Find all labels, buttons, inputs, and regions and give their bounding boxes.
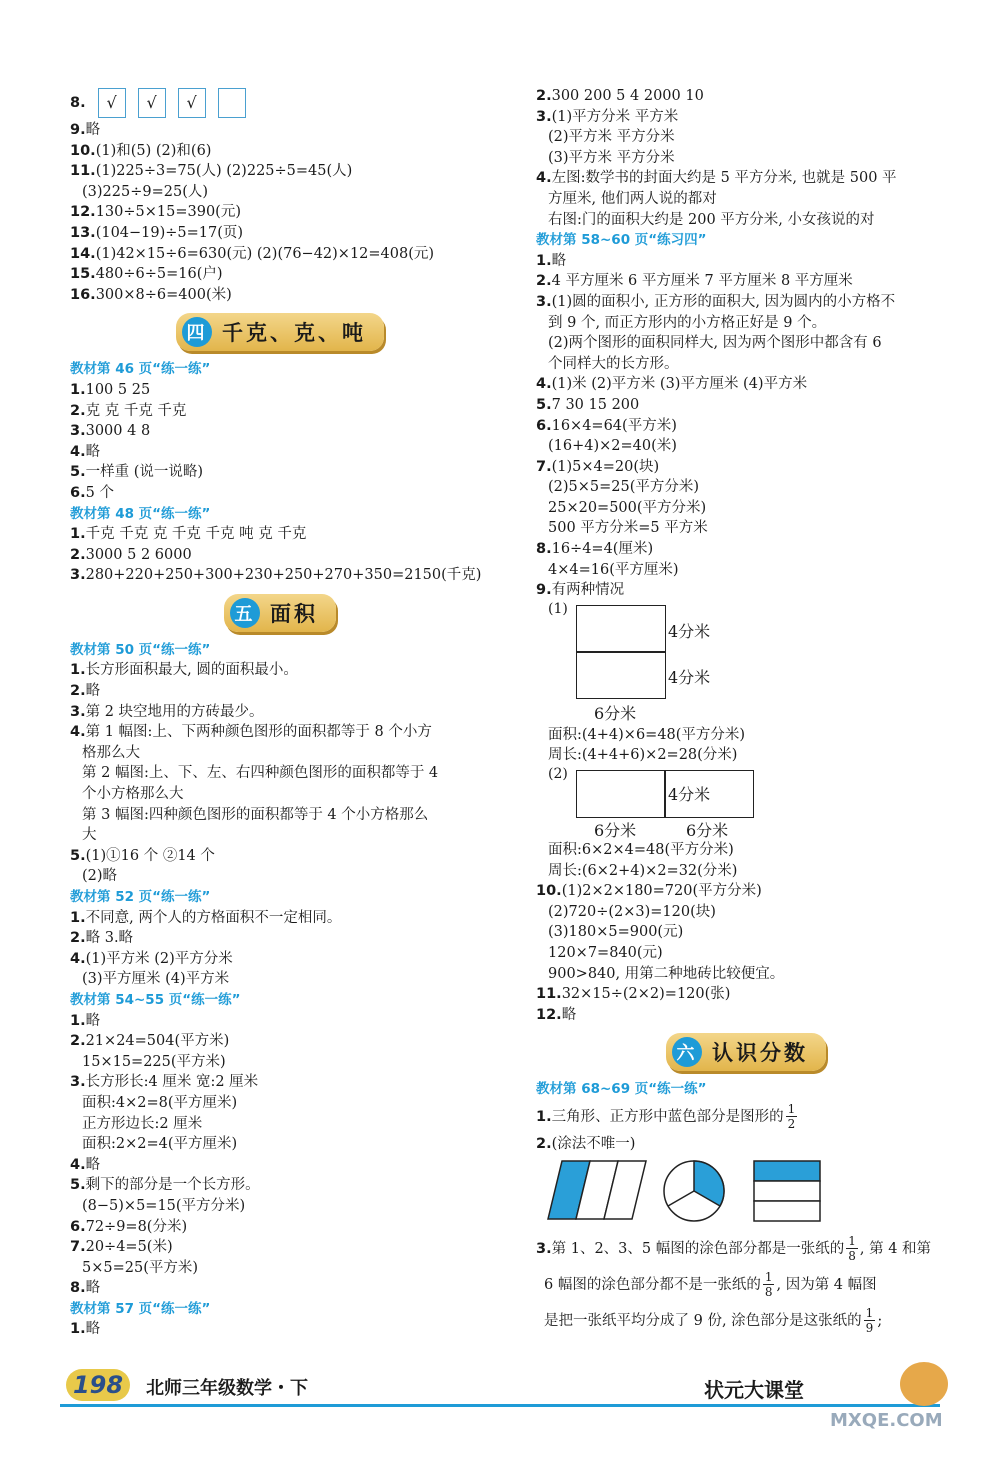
answer-line	[70, 908, 490, 929]
answer-line	[70, 182, 490, 203]
rectangle-band-1	[754, 1161, 820, 1181]
answer-line	[70, 805, 490, 826]
answer-line	[536, 984, 956, 1005]
answer-line	[70, 421, 490, 442]
answer-text: 16÷4=4(厘米)	[551, 541, 654, 558]
answer-text: 有两种情况	[551, 582, 625, 599]
answer-text: (2)5×5=25(平方分米)	[548, 479, 700, 496]
check-box: √	[98, 88, 126, 118]
rectangle-figure-2	[536, 766, 956, 840]
dimension-label: 6分米	[686, 821, 729, 841]
item-number: 6.	[536, 417, 552, 434]
section-heading: 教材第 48 页“练一练”	[70, 505, 211, 522]
answer-line	[536, 539, 956, 560]
answer-text: (2)两个图形的面积同样大, 因为两个图形中都含有 6	[548, 335, 882, 352]
answer-line	[536, 127, 956, 148]
dimension-label: 4分米	[668, 667, 711, 687]
item-number: 15.	[70, 266, 96, 283]
rectangle-figure-1	[536, 601, 956, 725]
item-number: 14.	[70, 245, 96, 262]
answer-text: 4×4=16(平方厘米)	[548, 561, 679, 578]
right-column	[536, 86, 956, 1339]
answer-text: 120×7=840(元)	[548, 945, 663, 961]
answer-line	[70, 264, 490, 285]
answer-line	[536, 168, 956, 189]
answer-line	[70, 763, 490, 784]
answer-text: 280+220+250+300+230+250+270+350=2150(千克)	[85, 567, 482, 584]
answer-line	[536, 902, 956, 923]
answer-text: 32×15÷(2×2)=120(张)	[561, 986, 731, 1003]
answer-line-checks	[70, 86, 490, 120]
answer-line	[70, 784, 490, 805]
answer-line	[536, 477, 956, 498]
item-number: 5.	[70, 847, 86, 864]
answer-line	[70, 1134, 490, 1155]
answer-text: 300×8÷6=400(米)	[95, 286, 232, 303]
answer-text: 15×15=225(平方米)	[82, 1053, 226, 1070]
rectangle-band-2	[754, 1181, 820, 1201]
answer-line	[536, 1267, 956, 1303]
answer-line	[536, 271, 956, 292]
mascot-icon	[900, 1362, 948, 1406]
item-number: 11.	[536, 986, 562, 1003]
answer-line	[536, 861, 956, 882]
answer-line	[536, 1303, 956, 1339]
answer-text: (1)和(5) (2)和(6)	[95, 142, 212, 159]
answer-line	[70, 244, 490, 265]
answer-line	[70, 1093, 490, 1114]
answer-line	[536, 580, 956, 601]
answer-text: 左图:数学书的封面大约是 5 平方分米, 也就是 500 平	[551, 170, 897, 187]
answer-text: 第 2 幅图:上、下、左、右四种颜色图形的面积都等于 4	[82, 765, 439, 782]
watermark-text: MXQE.COM	[830, 1410, 943, 1431]
answer-line	[536, 560, 956, 581]
chapter-banner-box	[224, 594, 336, 632]
answer-line	[536, 251, 956, 272]
fraction-shapes	[536, 1155, 956, 1231]
answer-line	[536, 313, 956, 334]
answer-line	[70, 681, 490, 702]
fraction	[763, 1270, 775, 1299]
answer-line	[536, 457, 956, 478]
item-number: 1.	[70, 526, 86, 543]
item-number: 2.	[536, 273, 552, 290]
answer-text: (104−19)÷5=17(页)	[95, 224, 244, 241]
section-heading: 教材第 46 页“练一练”	[70, 361, 211, 378]
item-number: 2.	[536, 1135, 552, 1152]
answer-text-tail: , 因为第 4 幅图	[776, 1276, 877, 1293]
answer-text: (3)180×5=900(元)	[548, 924, 684, 941]
answer-text: 300 200 5 4 2000 10	[551, 88, 704, 104]
fraction-numerator: 1	[865, 1306, 874, 1321]
answer-text: (2)平方米 平方分米	[548, 129, 675, 146]
answer-text: 100 5 25	[85, 381, 151, 398]
fraction-denominator: 2	[787, 1117, 796, 1132]
item-number: 1.	[70, 909, 86, 926]
left-column	[70, 86, 490, 1340]
chapter-number: 五	[230, 598, 260, 628]
section-heading: 教材第 50 页“练一练”	[70, 641, 211, 658]
answer-line	[536, 964, 956, 985]
item-number: 3.	[70, 703, 86, 720]
item-number: 4.	[536, 170, 552, 187]
answer-text: 一样重 (说一说略)	[85, 464, 204, 481]
answer-line	[70, 1175, 490, 1196]
item-number: 5.	[70, 1177, 86, 1194]
answer-text: 3000 5 2 6000	[85, 546, 192, 563]
chapter-title: 面积	[270, 601, 318, 626]
item-number: 4.	[70, 443, 86, 460]
answer-text: 周长:(6×2+4)×2=32(分米)	[548, 862, 738, 879]
check-box: √	[178, 88, 206, 118]
answer-line	[70, 462, 490, 483]
rectangle-bottom	[576, 651, 666, 699]
fraction-numerator: 1	[787, 1102, 796, 1117]
item-number: 7.	[70, 1239, 86, 1256]
item-number: 1.	[70, 662, 86, 679]
answer-line	[70, 702, 490, 723]
section-heading: 教材第 54~55 页“练一练”	[70, 991, 241, 1008]
answer-line	[70, 866, 490, 887]
answer-text: 剩下的部分是一个长方形。	[85, 1177, 260, 1194]
answer-text: 20÷4=5(米)	[85, 1239, 173, 1256]
answer-line	[70, 660, 490, 681]
chapter-title: 认识分数	[712, 1041, 808, 1066]
item-number: 4.	[70, 950, 86, 967]
answer-line	[70, 442, 490, 463]
chapter-number: 六	[672, 1037, 702, 1067]
check-box	[218, 88, 246, 118]
fraction	[786, 1102, 798, 1131]
figure-tag: (1)	[548, 600, 568, 617]
answer-text: 7 30 15 200	[551, 396, 640, 413]
answer-text: (1)平方分米 平方米	[551, 108, 679, 125]
answer-line	[70, 722, 490, 743]
answer-line	[70, 1196, 490, 1217]
answer-text: 4 平方厘米 6 平方厘米 7 平方厘米 8 平方厘米	[551, 273, 853, 290]
item-number: 1.	[70, 381, 86, 398]
answer-line	[70, 380, 490, 401]
answer-line	[536, 943, 956, 964]
footer-rule	[60, 1404, 940, 1407]
answer-line	[70, 565, 490, 586]
fraction-denominator: 8	[848, 1249, 856, 1264]
answer-text: 略	[85, 443, 101, 460]
answer-line	[536, 1134, 956, 1155]
answer-text: (1)米 (2)平方米 (3)平方厘米 (4)平方米	[551, 376, 808, 393]
answer-line	[70, 120, 490, 141]
answer-text: (3)225÷9=25(人)	[82, 183, 209, 200]
answer-text: 面积:4×2=8(平方厘米)	[82, 1094, 238, 1111]
answer-text: 16×4=64(平方米)	[551, 417, 677, 434]
answer-text: 72÷9=8(分米)	[85, 1218, 188, 1235]
answer-text: 周长:(4+4+6)×2=28(分米)	[548, 747, 738, 764]
answer-text: 三角形、正方形中蓝色部分是图形的	[551, 1108, 784, 1125]
answer-line	[536, 86, 956, 107]
answer-line	[70, 524, 490, 545]
check-box: √	[138, 88, 166, 118]
answer-line	[536, 1231, 956, 1267]
answer-text: (1)①16 个 ②14 个	[85, 847, 215, 864]
book-title: 北师三年级数学・下	[146, 1378, 308, 1399]
chapter-banner	[536, 1031, 956, 1073]
answer-text: (1)平方米 (2)平方分米	[85, 950, 233, 967]
answer-text: (涂法不唯一)	[551, 1135, 636, 1152]
answer-line	[70, 1217, 490, 1238]
item-number: 10.	[70, 142, 96, 159]
answer-line	[70, 1319, 490, 1340]
item-number: 1.	[70, 1321, 86, 1338]
item-number: 11.	[70, 163, 96, 180]
answer-text: 面积:(4+4)×6=48(平方分米)	[548, 726, 746, 743]
item-number: 3.	[70, 1074, 86, 1091]
item-number: 12.	[70, 204, 96, 221]
answer-text: 个小方格那么大	[82, 786, 184, 803]
answer-line	[536, 725, 956, 746]
answer-text: 480÷6÷5=16(户)	[95, 266, 223, 283]
dimension-label: 6分米	[594, 703, 637, 723]
answer-line	[536, 210, 956, 231]
answer-line	[70, 1114, 490, 1135]
figure-tag: (2)	[548, 766, 568, 783]
answer-line	[536, 436, 956, 457]
item-number: 3.	[536, 1240, 552, 1257]
item-number: 12.	[536, 1006, 562, 1023]
answer-line	[536, 148, 956, 169]
answer-text: 克 克 千克 千克	[85, 402, 187, 419]
answer-text: 长方形面积最大, 圆的面积最小。	[85, 662, 298, 679]
item-number: 4.	[70, 724, 86, 741]
rectangle-band-3	[754, 1201, 820, 1221]
answer-text: (3)平方米 平方分米	[548, 149, 675, 166]
item-number: 2.	[70, 402, 86, 419]
item-number: 3.	[536, 108, 552, 125]
fraction-numerator: 1	[848, 1234, 856, 1249]
answer-line	[536, 840, 956, 861]
item-number: 7.	[536, 458, 552, 475]
answer-text: (16+4)×2=40(米)	[548, 438, 677, 455]
item-number: 2.	[70, 546, 86, 563]
fraction-numerator: 1	[764, 1270, 773, 1285]
answer-text: 略	[85, 122, 101, 138]
answer-line	[536, 518, 956, 539]
item-number: 16.	[70, 286, 96, 303]
answer-text: 略 3.略	[85, 930, 134, 947]
answer-line	[70, 928, 490, 949]
item-number: 2.	[536, 88, 552, 104]
answer-line	[536, 333, 956, 354]
brand-name: 状元大课堂	[704, 1378, 804, 1402]
answer-text: 是把一张纸平均分成了 9 份, 涂色部分是这张纸的	[544, 1312, 862, 1329]
answer-text: 21×24=504(平方米)	[85, 1033, 230, 1050]
answer-line	[536, 374, 956, 395]
answer-text: 大	[82, 827, 97, 844]
item-number: 5.	[70, 464, 86, 481]
answer-line	[70, 1011, 490, 1032]
answer-line	[70, 846, 490, 867]
answer-text: (3)平方厘米 (4)平方米	[82, 971, 230, 988]
answer-line	[536, 1005, 956, 1026]
answer-line	[536, 107, 956, 128]
answer-text: 略	[551, 252, 567, 269]
answer-line	[70, 161, 490, 182]
section-heading: 教材第 57 页“练一练”	[70, 1300, 211, 1317]
item-number: 4.	[536, 376, 552, 393]
answer-text: 正方形边长:2 厘米	[82, 1115, 203, 1132]
item-number: 9.	[536, 582, 552, 599]
dimension-label: 4分米	[668, 785, 711, 805]
answer-line	[70, 743, 490, 764]
answer-text: 略	[85, 1012, 101, 1029]
answer-text: 130÷5×15=390(元)	[95, 204, 241, 221]
answer-line	[70, 1278, 490, 1299]
answer-text: 第 1 幅图:上、下两种颜色图形的面积都等于 8 个小方	[85, 724, 432, 741]
answer-text: 千克 千克 克 千克 千克 吨 克 千克	[85, 526, 307, 543]
chapter-banner	[70, 311, 490, 353]
answer-text: 6 幅图的涂色部分都不是一张纸的	[544, 1276, 761, 1293]
answer-text: (2)略	[82, 868, 118, 885]
answer-text: 右图:门的面积大约是 200 平方分米, 小女孩说的对	[548, 211, 875, 228]
chapter-title: 千克、克、吨	[222, 321, 366, 346]
item-number: 8.	[70, 95, 86, 111]
answer-text: (1)圆的面积小, 正方形的面积大, 因为圆内的小方格不	[551, 293, 896, 310]
rectangle-top	[576, 605, 666, 653]
answer-text: 略	[561, 1006, 577, 1023]
answer-text: 略	[85, 1280, 101, 1297]
chapter-banner	[70, 592, 490, 634]
answer-text: 第 2 块空地用的方砖最少。	[85, 703, 264, 720]
answer-text: 第 1、2、3、5 幅图的涂色部分都是一张纸的	[551, 1240, 845, 1257]
answer-text: 不同意, 两个人的方格面积不一定相同。	[85, 909, 342, 926]
item-number: 5.	[536, 396, 552, 413]
rectangle-left	[576, 770, 666, 818]
item-number: 2.	[70, 1033, 86, 1050]
section-heading: 教材第 52 页“练一练”	[70, 889, 211, 905]
item-number: 1.	[536, 1108, 552, 1125]
item-number: 8.	[536, 541, 552, 558]
answer-line	[70, 223, 490, 244]
answer-text: 面积:6×2×4=48(平方分米)	[548, 842, 734, 859]
answer-text: (1)2×2×180=720(平方分米)	[561, 883, 762, 900]
chapter-banner-box	[666, 1033, 826, 1071]
answer-line	[536, 395, 956, 416]
item-number: 2.	[70, 930, 86, 947]
item-number: 3.	[536, 293, 552, 310]
answer-line	[70, 949, 490, 970]
answer-text: 5 个	[85, 484, 114, 501]
item-number: 3.	[70, 423, 86, 440]
chapter-banner-box	[176, 313, 384, 351]
answer-text-tail: , 第 4 和第	[859, 1240, 932, 1257]
answer-text: 500 平方分米=5 平方米	[548, 520, 708, 537]
answer-text: (8−5)×5=15(平方分米)	[82, 1197, 246, 1214]
item-number: 3.	[70, 567, 86, 584]
dimension-label: 4分米	[668, 621, 711, 641]
answer-text: (1)42×15÷6=630(元) (2)(76−42)×12=408(元)	[95, 245, 435, 262]
answer-text: (1)5×4=20(块)	[551, 458, 660, 475]
item-number: 2.	[70, 683, 86, 700]
answer-line	[70, 202, 490, 223]
answer-line	[70, 969, 490, 990]
answer-text: 格那么大	[82, 744, 140, 761]
answer-text: 略	[85, 683, 101, 700]
dimension-label: 6分米	[594, 821, 637, 841]
section-heading: 教材第 68~69 页“练一练”	[536, 1081, 707, 1098]
answer-text: 略	[85, 1156, 101, 1173]
answer-text: 略	[85, 1321, 101, 1338]
answer-line	[536, 1100, 956, 1134]
answer-line	[536, 922, 956, 943]
answer-line	[70, 141, 490, 162]
answer-text: 到 9 个, 而正方形内的小方格正好是 9 个。	[548, 314, 827, 331]
answer-line	[536, 354, 956, 375]
answer-line	[536, 292, 956, 313]
answer-line	[70, 545, 490, 566]
answer-text: 900>840, 用第二种地砖比较便宜。	[548, 965, 785, 982]
section-heading: 教材第 58~60 页“练习四”	[536, 232, 707, 249]
fraction-denominator: 9	[865, 1321, 874, 1336]
answer-line	[70, 1155, 490, 1176]
chapter-number: 四	[182, 317, 212, 347]
fraction	[846, 1234, 858, 1263]
item-number: 1.	[70, 1012, 86, 1029]
answer-text: (2)720÷(2×3)=120(块)	[548, 903, 716, 920]
answer-line	[70, 401, 490, 422]
item-number: 8.	[70, 1280, 86, 1297]
item-number: 6.	[70, 484, 86, 501]
answer-text: 长方形长:4 厘米 宽:2 厘米	[85, 1074, 259, 1091]
fraction-shapes-svg	[536, 1155, 836, 1227]
fraction-denominator: 8	[764, 1285, 773, 1300]
answer-text: 方厘米, 他们两人说的都对	[548, 190, 717, 207]
answer-text: 5×5=25(平方米)	[82, 1259, 199, 1276]
answer-line	[70, 483, 490, 504]
answer-text: 3000 4 8	[85, 423, 151, 440]
item-number: 1.	[536, 252, 552, 269]
answer-line	[536, 881, 956, 902]
item-number: 13.	[70, 224, 96, 241]
answer-line	[70, 825, 490, 846]
answer-text: 25×20=500(平方分米)	[548, 499, 707, 516]
item-number: 4.	[70, 1156, 86, 1173]
answer-text-tail: ;	[877, 1312, 883, 1329]
answer-text: 个同样大的长方形。	[548, 355, 679, 372]
answer-text: (1)225÷3=75(人) (2)225÷5=45(人)	[95, 163, 353, 180]
answer-line	[536, 498, 956, 519]
answer-line	[70, 1237, 490, 1258]
answer-text: 面积:2×2=4(平方厘米)	[82, 1136, 238, 1153]
answer-line	[536, 745, 956, 766]
answer-line	[536, 189, 956, 210]
answer-line	[70, 1072, 490, 1093]
page-number: 198	[66, 1369, 130, 1401]
answer-line	[536, 416, 956, 437]
answer-line	[70, 1052, 490, 1073]
answer-text: 第 3 幅图:四种颜色图形的面积都等于 4 个小方格那么	[82, 806, 429, 823]
answer-line	[70, 1258, 490, 1279]
answer-line	[70, 285, 490, 306]
item-number: 6.	[70, 1218, 86, 1235]
item-number: 9.	[70, 122, 86, 138]
item-number: 10.	[536, 883, 562, 900]
answer-line	[70, 1031, 490, 1052]
fraction	[864, 1306, 876, 1335]
